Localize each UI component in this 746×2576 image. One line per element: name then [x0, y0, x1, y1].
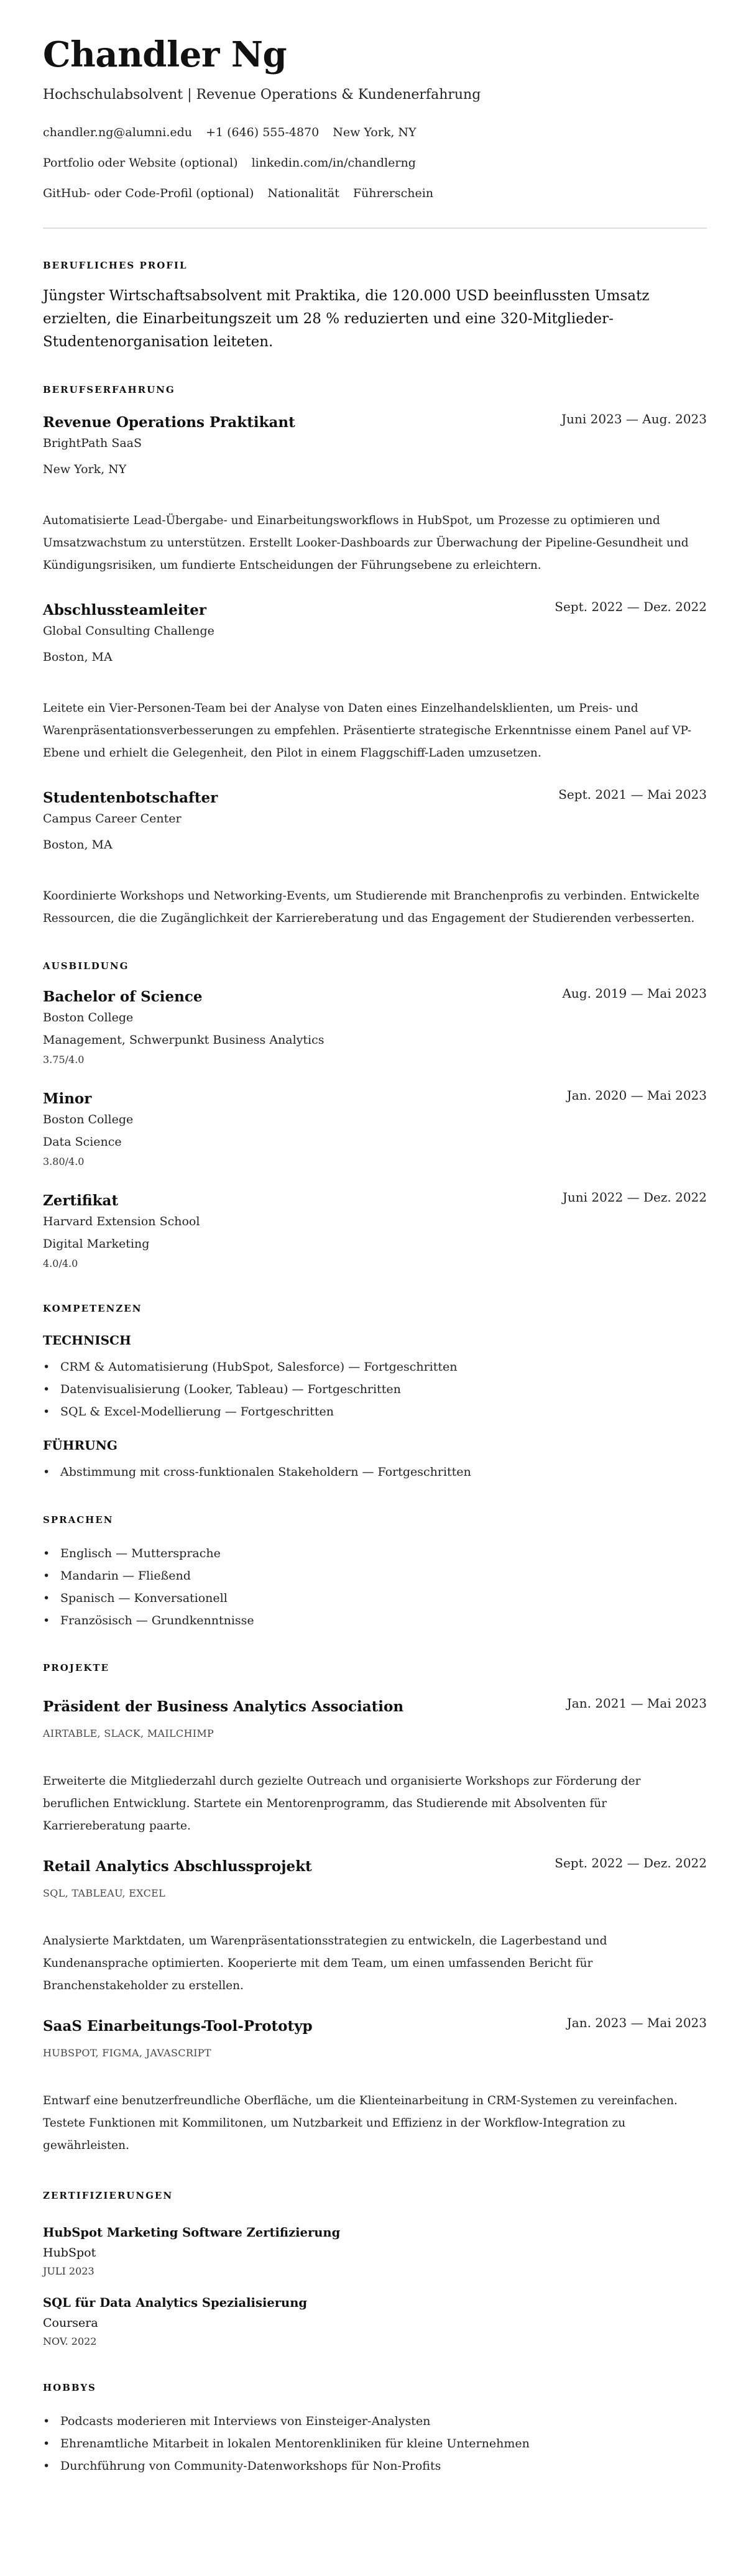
contact-row — [43, 184, 707, 203]
job-title: Abschlussteamleiter — [43, 602, 206, 619]
skill-item: • SQL & Excel-Modellierung — Fortgeschritten — [43, 1401, 707, 1423]
degree: Bachelor of Science — [43, 988, 203, 1005]
contact-row — [43, 154, 707, 172]
section-heading-education: AUSBILDUNG — [43, 960, 129, 972]
certification-entry — [43, 2294, 707, 2349]
section-heading-experience: BERUFSERFAHRUNG — [43, 384, 175, 395]
certification-entry — [43, 2224, 707, 2279]
hobby-item: • Podcasts moderieren mit Interviews von Einsteiger-Analysten — [43, 2410, 707, 2432]
project-title: SaaS Einarbeitungs-Tool-Prototyp — [43, 2018, 313, 2035]
certification-date: JULI 2023 — [43, 2265, 94, 2277]
email-link[interactable]: chandler.ng@alumni.edu — [43, 126, 193, 139]
skill-item: • Datenvisualisierung (Looker, Tableau) — Fortgeschritten — [43, 1378, 707, 1401]
project-entry — [43, 1857, 707, 1997]
education-entry — [43, 988, 707, 1069]
section-heading-languages: SPRACHEN — [43, 1514, 114, 1525]
location: New York, NY — [333, 126, 417, 139]
job-description: Koordinierte Workshops und Networking-Events, um Studierende mit Branchenprofis zu verbinden. Entwickelte Ressourcen, die die Zugänglichkeit der Karriereberatung und das Engagement der Studierenden verbesserten. — [43, 890, 700, 925]
job-description: Leitete ein Vier-Personen-Team bei der Analyse von Daten eines Einzelhandelsklienten, um Preis- und Warenpräsentationsverbesserungen zu empfehlen. Präsentierte strategische Erkenntnisse einem Panel auf VP-Ebene und erhielt die Gelegenheit, den Pilot in einem Flaggschiff-Laden umzusetzen. — [43, 702, 692, 760]
education-dates: Jan. 2020 — Mai 2023 — [566, 1088, 707, 1103]
education-dates: Juni 2022 — Dez. 2022 — [562, 1190, 707, 1205]
language-item: • Mandarin — Fließend — [43, 1565, 707, 1587]
skill-item: • Abstimmung mit cross-funktionalen Stakeholdern — Fortgeschritten — [43, 1461, 707, 1483]
degree: Minor — [43, 1090, 92, 1107]
languages-list — [43, 1542, 707, 1632]
company-name: Campus Career Center — [43, 812, 182, 826]
skill-item: • CRM & Automatisierung (HubSpot, Salesforce) — Fortgeschritten — [43, 1356, 707, 1378]
certification-title: HubSpot Marketing Software Zertifizierung — [43, 2225, 341, 2240]
experience-entry — [43, 789, 707, 930]
job-location: New York, NY — [43, 462, 127, 476]
project-entry — [43, 2017, 707, 2157]
section-heading-hobbies: HOBBYS — [43, 2382, 96, 2393]
education-dates: Aug. 2019 — Mai 2023 — [562, 986, 707, 1001]
project-entry — [43, 1698, 707, 1838]
hobby-item: • Durchführung von Community-Datenworkshops für Non-Profits — [43, 2455, 707, 2477]
field-of-study: Management, Schwerpunkt Business Analytics — [43, 1033, 325, 1047]
project-description: Entwarf eine benutzerfreundliche Oberfläche, um die Klienteinarbeitung in CRM-Systemen zu vereinfachen. Testete Funktionen mit Kommilitonen, um Nutzbarkeit und Effizienz in der Workflow-Integration zu gewährleisten. — [43, 2094, 678, 2152]
project-title: Präsident der Business Analytics Association — [43, 1698, 404, 1715]
github-link[interactable]: GitHub- oder Code-Profil (optional) — [43, 186, 254, 200]
phone: +1 (646) 555-4870 — [206, 126, 320, 139]
job-dates: Sept. 2022 — Dez. 2022 — [555, 599, 707, 614]
project-description: Analysierte Marktdaten, um Warenpräsentationsstrategien zu entwickeln, die Lagerbestand und Kundenansprache optimierten. Kooperierte mit dem Team, um einen umfassenden Bericht für Branchenstakeholder zu erstellen. — [43, 1934, 607, 1992]
school-name: Harvard Extension School — [43, 1215, 200, 1228]
skill-group-heading: FÜHRUNG — [43, 1438, 117, 1453]
nationality: Nationalität — [267, 186, 339, 200]
drivers-license: Führerschein — [352, 186, 434, 200]
company-name: BrightPath SaaS — [43, 436, 142, 450]
project-dates: Sept. 2022 — Dez. 2022 — [555, 1856, 707, 1870]
candidate-name: Chandler Ng — [43, 34, 287, 75]
field-of-study: Data Science — [43, 1135, 122, 1149]
school-name: Boston College — [43, 1011, 134, 1024]
project-dates: Jan. 2021 — Mai 2023 — [566, 1696, 707, 1711]
job-title: Revenue Operations Praktikant — [43, 414, 295, 431]
experience-entry — [43, 413, 707, 577]
certification-issuer: HubSpot — [43, 2246, 96, 2260]
certification-title: SQL für Data Analytics Spezialisierung — [43, 2296, 308, 2310]
hobbies-list — [43, 2410, 707, 2477]
gpa: 4.0/4.0 — [43, 1258, 78, 1269]
skill-list — [43, 1461, 707, 1483]
section-heading-certifications: ZERTIFIZIERUNGEN — [43, 2190, 173, 2201]
headline: Hochschulabsolvent | Revenue Operations & Kundenerfahrung — [43, 87, 481, 103]
gpa: 3.80/4.0 — [43, 1156, 85, 1167]
language-item: • Französisch — Grundkenntnisse — [43, 1609, 707, 1632]
project-title: Retail Analytics Abschlussprojekt — [43, 1858, 312, 1875]
section-heading-skills: KOMPETENZEN — [43, 1303, 142, 1314]
certification-date: NOV. 2022 — [43, 2335, 97, 2347]
degree: Zertifikat — [43, 1192, 119, 1209]
project-dates: Jan. 2023 — Mai 2023 — [566, 2015, 707, 2030]
company-name: Global Consulting Challenge — [43, 624, 214, 638]
project-tags: AIRTABLE, SLACK, MAILCHIMP — [43, 1727, 214, 1739]
skill-list — [43, 1356, 707, 1423]
school-name: Boston College — [43, 1113, 134, 1126]
profile-summary: Jüngster Wirtschaftsabsolvent mit Praktika, die 120.000 USD beeinflussten Umsatz erzielten, die Einarbeitungszeit um 28 % reduzierten und eine 320-Mitglieder-Studentenorganisation leiteten. — [43, 288, 650, 350]
job-location: Boston, MA — [43, 838, 113, 852]
contact-row — [43, 123, 707, 142]
job-dates: Juni 2023 — Aug. 2023 — [561, 412, 707, 426]
job-location: Boston, MA — [43, 650, 113, 664]
language-item: • Spanisch — Konversationell — [43, 1587, 707, 1609]
language-item: • Englisch — Muttersprache — [43, 1542, 707, 1565]
section-heading-profile: BERUFLICHES PROFIL — [43, 260, 188, 271]
divider — [43, 228, 707, 229]
certification-issuer: Coursera — [43, 2316, 98, 2330]
education-entry — [43, 1090, 707, 1171]
job-title: Studentenbotschafter — [43, 789, 218, 806]
field-of-study: Digital Marketing — [43, 1237, 150, 1251]
project-tags: HUBSPOT, FIGMA, JAVASCRIPT — [43, 2047, 211, 2059]
education-entry — [43, 1192, 707, 1272]
section-heading-projects: PROJEKTE — [43, 1662, 109, 1673]
gpa: 3.75/4.0 — [43, 1054, 85, 1065]
portfolio-link[interactable]: Portfolio oder Website (optional) — [43, 156, 238, 170]
project-tags: SQL, TABLEAU, EXCEL — [43, 1887, 166, 1899]
experience-entry — [43, 601, 707, 765]
project-description: Erweiterte die Mitgliederzahl durch gezielte Outreach und organisierte Workshops zur Förderung der beruflichen Entwicklung. Startete ein Mentorenprogramm, das Studierende mit Absolventen für Karriereberatung paarte. — [43, 1775, 641, 1833]
job-description: Automatisierte Lead-Übergabe- und Einarbeitungsworkflows in HubSpot, um Prozesse zu optimieren und Umsatzwachstum zu unterstützen. Erstellt Looker-Dashboards zur Überwachung der Pipeline-Gesundheit und Kündigungsrisiken, um fundierte Entscheidungen der Führungsebene zu erleichtern. — [43, 514, 689, 572]
job-dates: Sept. 2021 — Mai 2023 — [558, 787, 707, 802]
skill-group-heading: TECHNISCH — [43, 1333, 131, 1348]
linkedin-link[interactable]: linkedin.com/in/chandlerng — [251, 156, 416, 170]
hobby-item: • Ehrenamtliche Mitarbeit in lokalen Mentorenkliniken für kleine Unternehmen — [43, 2432, 707, 2455]
